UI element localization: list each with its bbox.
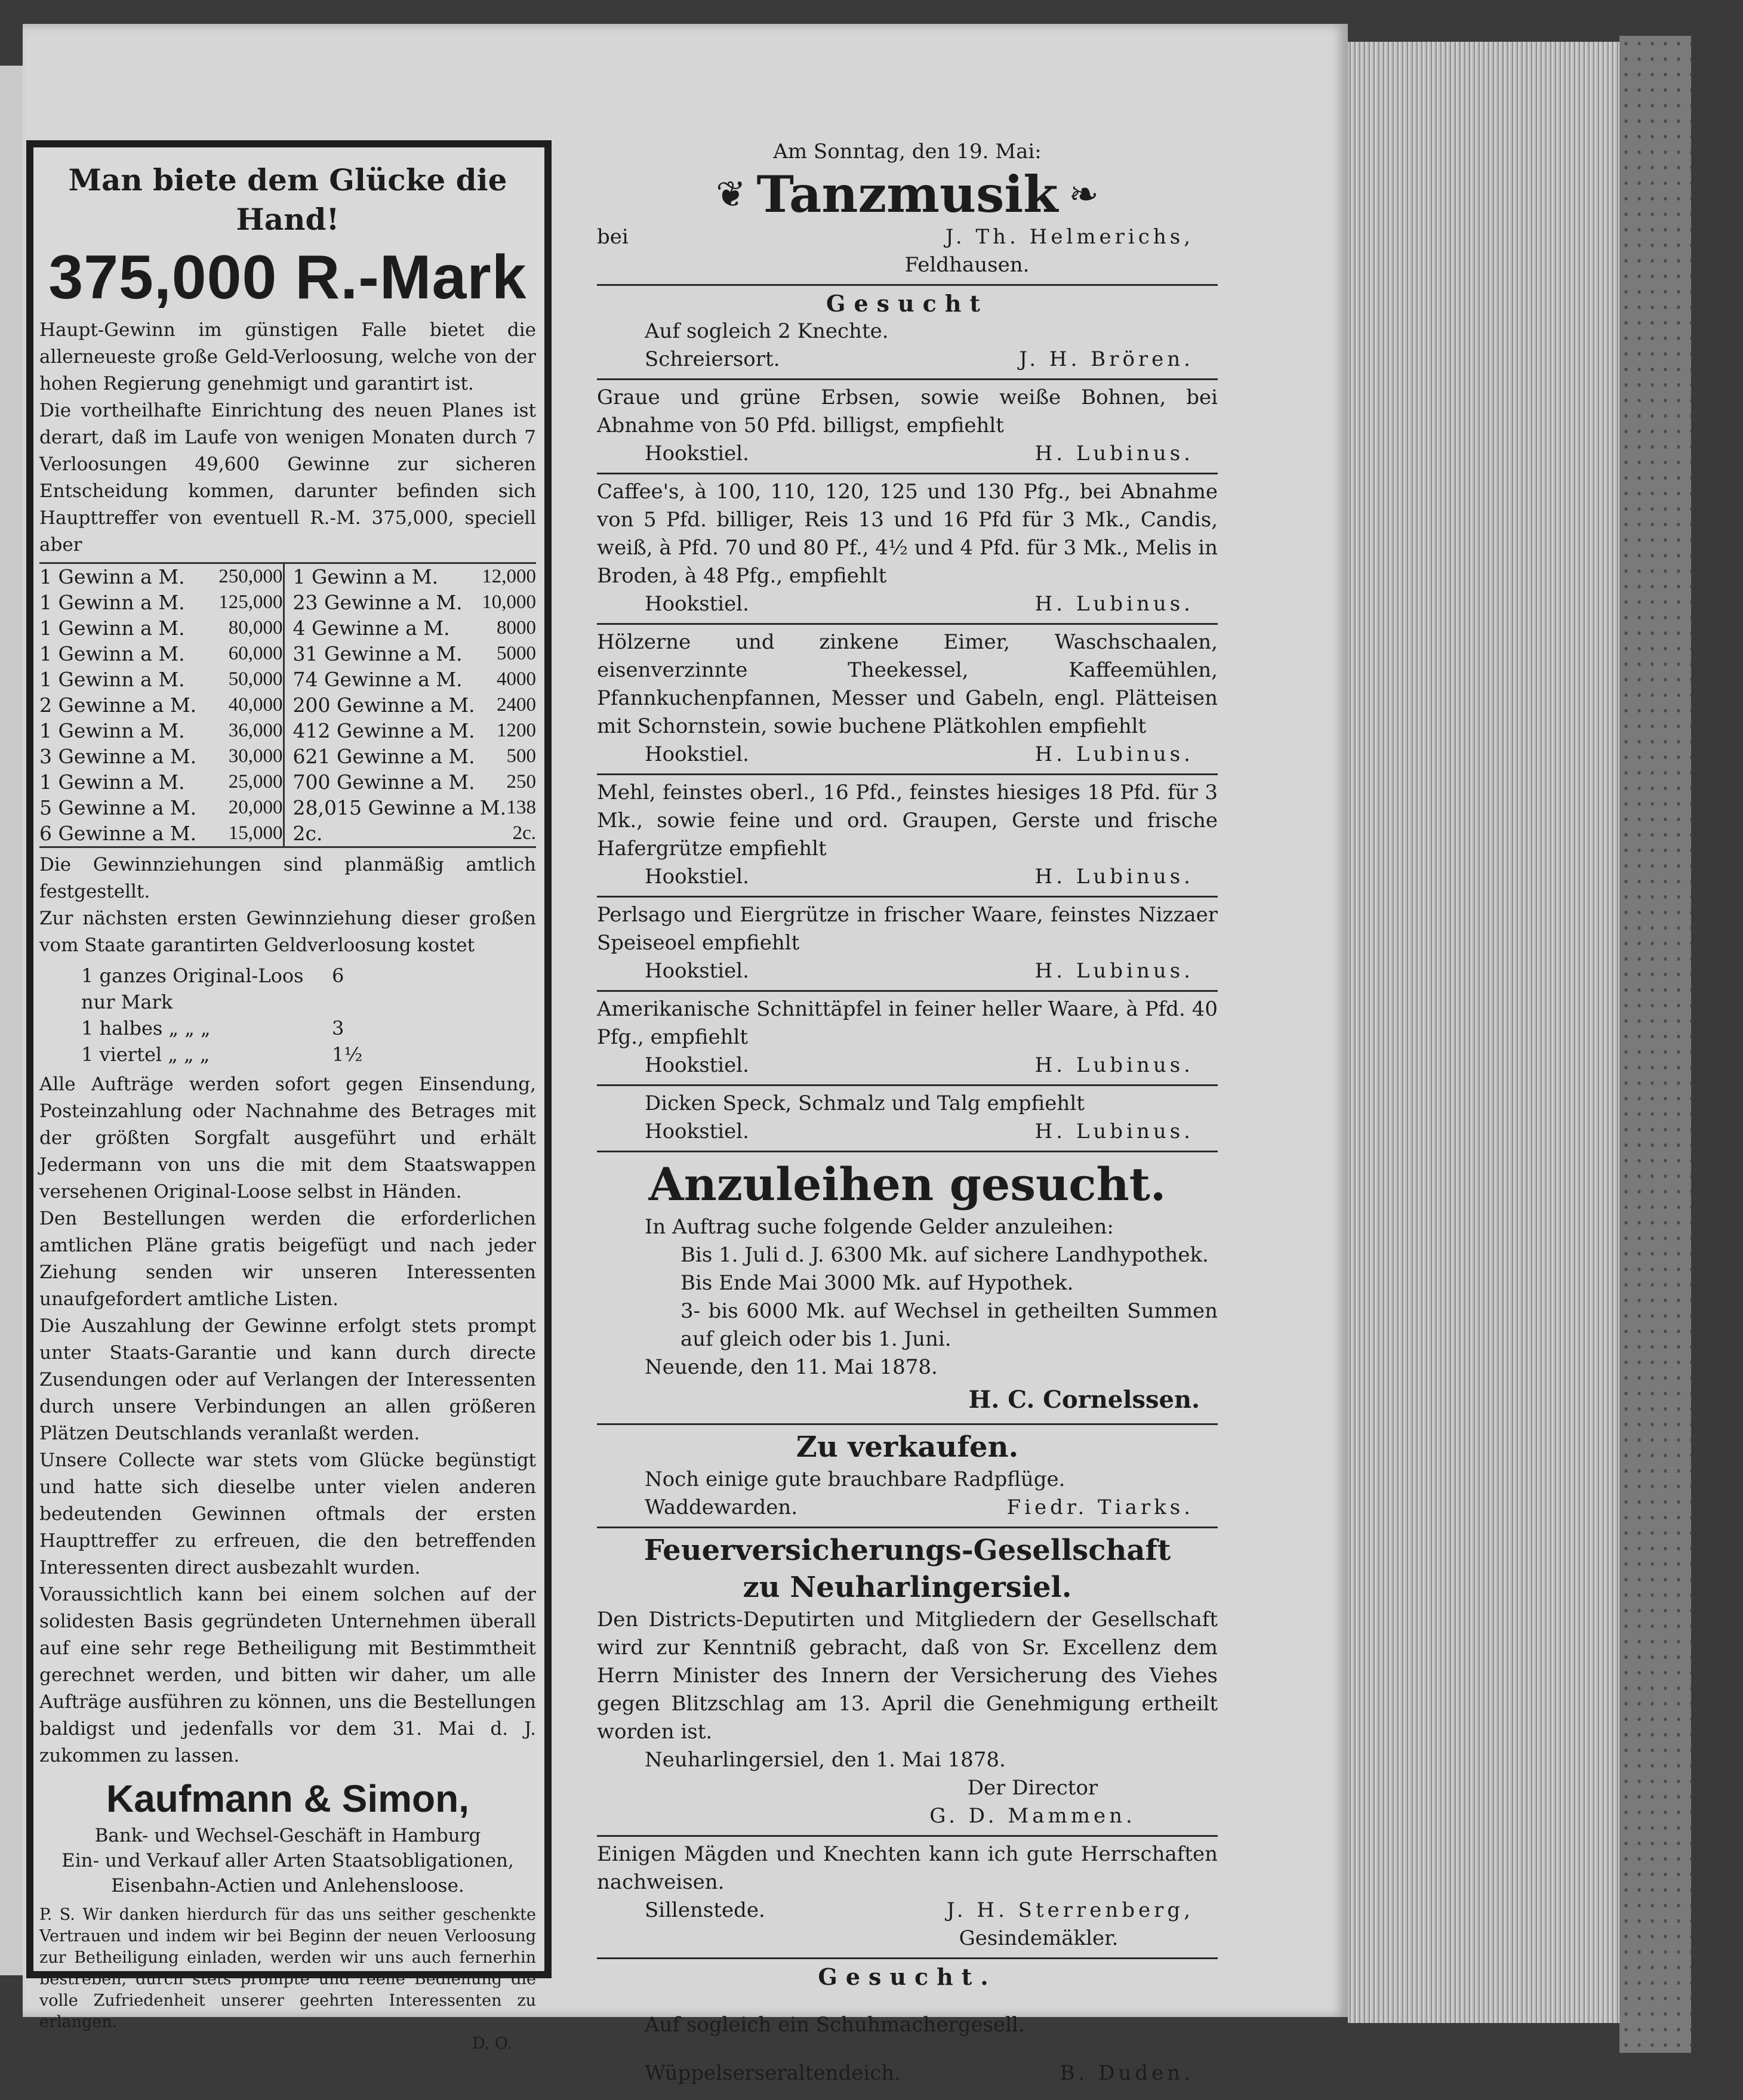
anzuleihen-ad — [597, 1152, 1218, 1425]
previous-page-edge — [0, 66, 24, 1975]
anzuleihen-title: Anzuleihen gesucht. — [648, 1158, 1166, 1211]
ad-erbsen — [597, 380, 1218, 474]
prize-row: 2 Gewinne a M. 40,000 — [39, 693, 283, 717]
prize-row: 1 Gewinn a M. 25,000 — [39, 770, 283, 794]
firm-description: Ein- und Verkauf aller Arten Staatsobligationen, Eisenbahn-Actien und Anlehensloose. — [61, 1850, 514, 1897]
ad-caffee — [597, 474, 1218, 625]
prize-row: 1 Gewinn a M. 250,000 — [39, 565, 283, 588]
verkaufen-sigline: Waddewarden. Fiedr. Tiarks. — [645, 1495, 1194, 1519]
postscript-signature: D. O. — [472, 2034, 512, 2053]
ad-intro-1: Haupt-Gewinn im günstigen Falle bietet die allerneueste große Geld-Verloosung, welche von der hohen Regierung genehmigt und garantirt ist. — [39, 319, 536, 394]
ad-sigline: Hookstiel. H. Lubinus. — [645, 442, 1194, 465]
book-page-edges — [1348, 42, 1619, 2023]
ad-schnittaepfel — [597, 992, 1218, 1086]
verkaufen-ad — [597, 1425, 1218, 1528]
anzuleihen-line-1: Bis 1. Juli d. J. 6300 Mk. auf sichere Landhypothek. — [680, 1243, 1209, 1267]
ad-intro-2: Die vortheilhafte Einrichtung des neuen Planes ist derart, daß im Laufe von wenigen Monaten durch 7 Verloosungen 49,600 Gewinne zur sicheren Entscheidung kommen, darunter befinden sich Haupttreffer von eventuell R.-M. 375,000, speciell aber — [39, 400, 536, 556]
ad-after-prizes: Die Gewinnziehungen sind planmäßig amtlich festgestellt. — [39, 854, 536, 902]
ad-perlsago — [597, 898, 1218, 992]
gesucht-knechte — [597, 286, 1218, 380]
order-row: 1 viertel „ „ „ 1½ — [81, 1043, 363, 1066]
gesinde-sigline: Sillenstede. J. H. Sterrenberg, — [645, 1898, 1194, 1922]
prize-row: 5 Gewinne a M. 20,000 — [39, 796, 283, 819]
feuer-title-1: Feuerversicherungs-Gesellschaft — [643, 1534, 1171, 1567]
ad-sigline: Hookstiel. H. Lubinus. — [645, 1053, 1194, 1077]
ad-sigline: Hookstiel. H. Lubinus. — [645, 865, 1194, 889]
tanz-title: Tanzmusik — [756, 165, 1058, 224]
prize-row: 4 Gewinne a M. 8000 — [292, 616, 536, 640]
gesinde-ad — [597, 1837, 1218, 1959]
prize-row: 2c. 2c. — [292, 822, 536, 845]
ad-body-5: Voraussichtlich kann bei einem solchen auf der solidesten Basis gegründeten Unternehmen überall auf eine sehr rege Betheiligung mit Bestimmtheit gerechnet werden, und bitten wir daher, um alle Aufträge ausführen zu können, uns die Bestellungen baldigst und jedenfalls vor dem 31. Mai d. J. zukommen zu lassen. — [39, 1584, 536, 1766]
ad-text: Graue und grüne Erbsen, sowie weiße Bohnen, bei Abnahme von 50 Pfd. billigst, empfiehlt — [597, 386, 1218, 437]
prize-row: 3 Gewinne a M. 30,000 — [39, 745, 283, 768]
ad-sigline: Hookstiel. H. Lubinus. — [645, 592, 1194, 616]
anzuleihen-date: Neuende, den 11. Mai 1878. — [645, 1355, 938, 1379]
ad-prize-amount: 375,000 R.-Mark — [48, 243, 527, 312]
gesucht-text: Auf sogleich 2 Knechte. — [645, 319, 889, 343]
ad-next-draw: Zur nächsten ersten Gewinnziehung dieser großen vom Staate garantirten Geldverloosung kostet — [39, 908, 536, 956]
prize-table — [39, 562, 536, 848]
gesucht2-text: Auf sogleich ein Schuhmachergesell. — [645, 2013, 1025, 2037]
lottery-advertisement — [26, 140, 552, 2053]
prize-row: 700 Gewinne a M. 250 — [292, 770, 536, 794]
gesucht-sigline: Schreiersort. J. H. Brören. — [645, 347, 1194, 371]
verkaufen-text: Noch einige gute brauchbare Radpflüge. — [645, 1467, 1065, 1491]
order-row: 1 ganzes Original-Loos nur Mark 6 — [81, 964, 344, 1013]
tanz-host-line — [597, 223, 1218, 251]
order-price-table — [81, 963, 536, 1068]
anzuleihen-signature: H. C. Cornelssen. — [968, 1386, 1200, 1414]
tanz-date: Am Sonntag, den 19. Mai: — [773, 140, 1042, 164]
ad-mehl — [597, 775, 1218, 898]
prize-row: 200 Gewinne a M. 2400 — [292, 693, 536, 717]
prize-column-right — [283, 564, 537, 846]
book-cover — [1619, 36, 1691, 2053]
ad-text: Perlsago und Eiergrütze in frischer Waare, feinstes Nizzaer Speiseoel empfiehlt — [597, 903, 1218, 955]
feuer-text: Den Districts-Deputirten und Mitgliedern der Gesellschaft wird zur Kenntniß gebracht, daß von Sr. Excellenz dem Herrn Minister des Innern der Versicherung des Viehes gegen Blitzschlag am 13. April die Genehmigung ertheilt worden ist. — [597, 1608, 1218, 1744]
feuer-date: Neuharlingersiel, den 1. Mai 1878. — [645, 1748, 1006, 1772]
prize-row: 412 Gewinne a M. 1200 — [292, 719, 536, 742]
order-row: 1 halbes „ „ „ 3 — [81, 1017, 344, 1040]
ad-speck — [597, 1086, 1218, 1152]
verkaufen-title: Zu verkaufen. — [796, 1430, 1019, 1464]
tanz-bei: bei — [597, 225, 629, 249]
gesucht2-sigline: Wüppelserseraltendeich. B. Duden. — [645, 2061, 1194, 2085]
postscript — [39, 1904, 536, 2055]
ad-text: Amerikanische Schnittäpfel in feiner heller Waare, à Pfd. 40 Pfg., empfiehlt — [597, 997, 1218, 1049]
prize-row: 1 Gewinn a M. 80,000 — [39, 616, 283, 640]
postscript-text: P. S. Wir danken hierdurch für das uns seither geschenkte Vertrauen und indem wir bei Beginn der neuen Verloosung zur Betheiligung einladen, werden wir uns auch fernerhin bestreben, durch stets prompte und reelle Bedienung die volle Zufriedenheit unserer geehrten Interessenten zu erlangen. — [39, 1905, 536, 2031]
gesinde-text: Einigen Mägden und Knechten kann ich gute Herrschaften nachweisen. — [597, 1842, 1218, 1894]
flourish-right-icon: ❧ — [1068, 174, 1099, 215]
firm-subtitle: Bank- und Wechsel-Geschäft in Hamburg — [94, 1825, 481, 1846]
gesucht2-title: Gesucht. — [818, 1963, 997, 1990]
anzuleihen-line-2: Bis Ende Mai 3000 Mk. auf Hypothek. — [680, 1271, 1074, 1295]
ad-body-2: Den Bestellungen werden die erforderlichen amtlichen Pläne gratis beigefügt und nach jeder Ziehung senden wir unseren Interessenten unaufgefordert amtliche Listen. — [39, 1208, 536, 1310]
anzuleihen-line-3: 3- bis 6000 Mk. auf Wechsel in getheilten Summen auf gleich oder bis 1. Juni. — [680, 1299, 1218, 1351]
ad-sigline: Hookstiel. H. Lubinus. — [645, 959, 1194, 983]
tanz-heading — [597, 166, 1218, 223]
feuer-title-2: zu Neuharlingersiel. — [743, 1571, 1072, 1604]
gesucht-schuhmacher — [597, 1959, 1218, 2091]
right-column — [597, 134, 1218, 2091]
ad-body-4: Unsere Collecte war stets vom Glücke begünstigt und hatte sich dieselbe unter vielen anderen bedeutenden Gewinnen oftmals der ersten Haupttreffer zu erfreuen, die den betreffenden Interessenten direct ausbezahlt wurden. — [39, 1450, 536, 1578]
gesinde-role: Gesindemäkler. — [959, 1926, 1119, 1950]
prize-row: 1 Gewinn a M. 50,000 — [39, 668, 283, 691]
prize-column-left — [39, 564, 283, 846]
tanz-place: Feldhausen. — [904, 253, 1030, 277]
prize-row: 6 Gewinne a M. 15,000 — [39, 822, 283, 845]
ad-text: Dicken Speck, Schmalz und Talg empfiehlt — [645, 1091, 1085, 1115]
ad-text: Hölzerne und zinkene Eimer, Waschschaalen, eisenverzinnte Theekessel, Kaffeemühlen, Pfannkuchenpfannen, Messer und Gabeln, engl. Plätteisen mit Schornstein, sowie buchene Plätkohlen empfiehlt — [597, 630, 1218, 738]
prize-row: 1 Gewinn a M. 12,000 — [292, 565, 536, 588]
ad-sigline: Hookstiel. H. Lubinus. — [645, 1120, 1194, 1143]
prize-row: 1 Gewinn a M. 60,000 — [39, 642, 283, 665]
prize-row: 31 Gewinne a M. 5000 — [292, 642, 536, 665]
prize-row: 1 Gewinn a M. 36,000 — [39, 719, 283, 742]
prize-row: 621 Gewinne a M. 500 — [292, 745, 536, 768]
prize-row: 74 Gewinne a M. 4000 — [292, 668, 536, 691]
prize-row: 28,015 Gewinne a M. 138 — [292, 796, 536, 819]
feuer-role: Der Director — [967, 1776, 1098, 1800]
tanz-host: J. Th. Helmerichs, — [945, 225, 1194, 249]
ad-body-3: Die Auszahlung der Gewinne erfolgt stets prompt unter Staats-Garantie und kann durch directe Zusendungen oder auf Verlangen der Interessenten durch unsere Verbindungen an allen größeren Plätzen Deutschlands veranlaßt werden. — [39, 1315, 536, 1444]
feuerversicherung-ad — [597, 1528, 1218, 1837]
prize-row: 23 Gewinne a M. 10,000 — [292, 591, 536, 614]
gesucht-title: Gesucht — [826, 290, 988, 317]
ad-headline: Man biete dem Glücke die Hand! — [68, 162, 507, 237]
firm-name: Kaufmann & Simon, — [106, 1777, 470, 1820]
tanzmusik-ad — [597, 134, 1218, 286]
feuer-signature: G. D. Mammen. — [929, 1804, 1136, 1828]
anzuleihen-intro: In Auftrag suche folgende Gelder anzuleihen: — [645, 1215, 1114, 1239]
ad-body-1: Alle Aufträge werden sofort gegen Einsendung, Posteinzahlung oder Nachnahme des Betrages mit der größten Sorgfalt ausgeführt und erhält Jedermann von uns die mit dem Staatswappen versehenen Original-Loose selbst in Händen. — [39, 1074, 536, 1202]
prize-row: 1 Gewinn a M. 125,000 — [39, 591, 283, 614]
flourish-left-icon: ❦ — [716, 174, 746, 215]
ad-text: Mehl, feinstes oberl., 16 Pfd., feinstes hiesiges 18 Pfd. für 3 Mk., sowie feine und ord. Graupen, Gerste und frische Hafergrütze empfiehlt — [597, 781, 1218, 861]
ad-eimer — [597, 625, 1218, 775]
ad-sigline: Hookstiel. H. Lubinus. — [645, 742, 1194, 766]
ad-text: Caffee's, à 100, 110, 120, 125 und 130 Pfg., bei Abnahme von 5 Pfd. billiger, Reis 13 und 16 Pfd für 3 Mk., Candis, weiß, à Pfd. 70 und 80 Pf., 4½ und 4 Pfd. für 3 Mk., Melis in Broden, à 48 Pfg., empfiehlt — [597, 480, 1218, 588]
